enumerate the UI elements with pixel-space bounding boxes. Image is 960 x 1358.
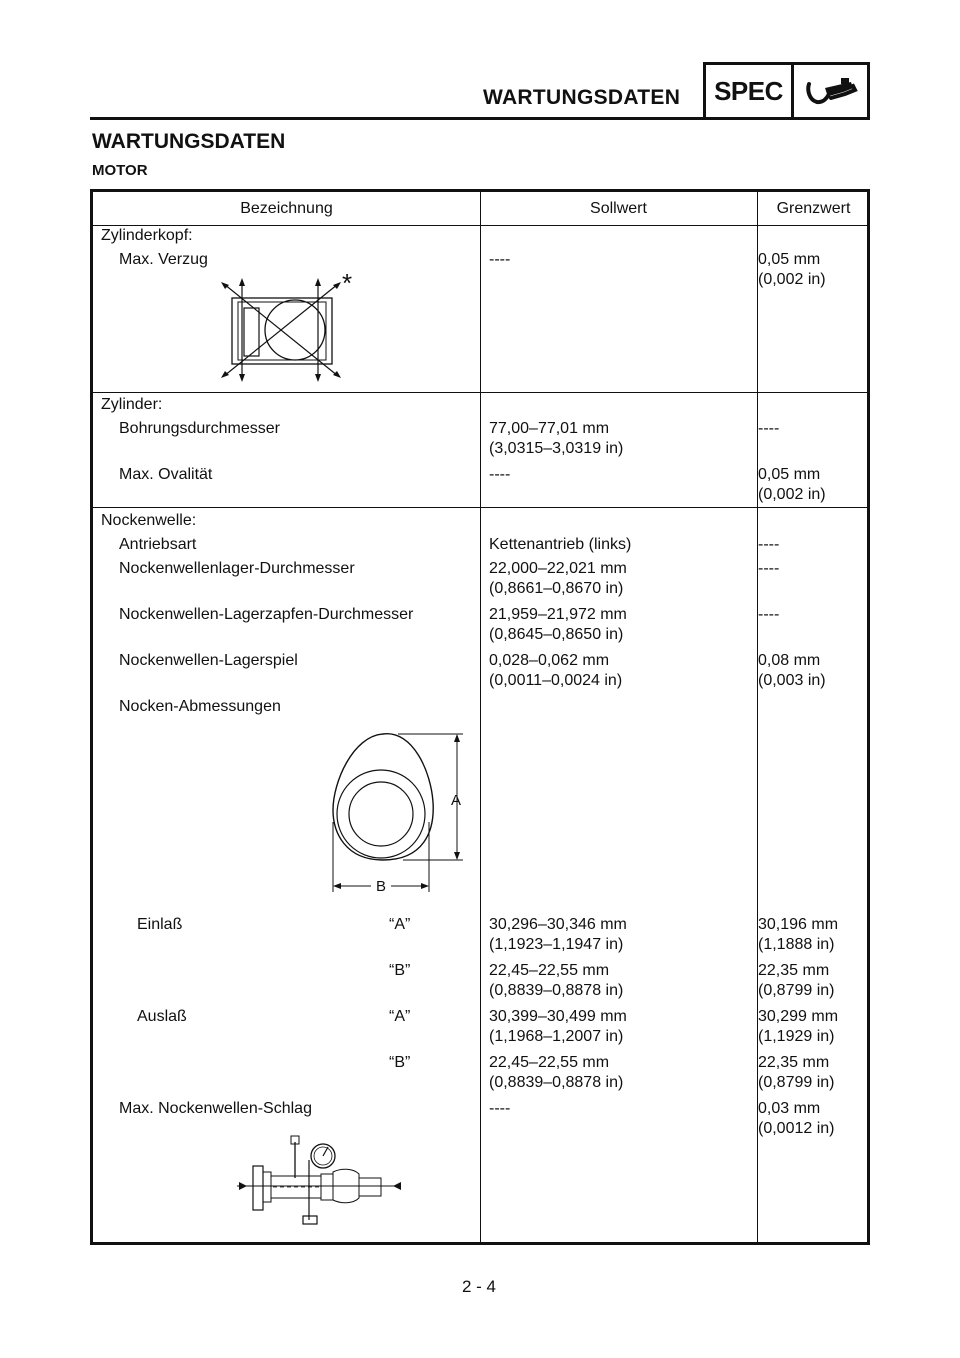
item-name: Max. Verzug xyxy=(119,251,208,268)
header-title: WARTUNGSDATEN xyxy=(483,86,681,109)
dimension-tag: “A” xyxy=(389,1008,411,1025)
sollwert-value: ---- xyxy=(489,1100,511,1117)
sollwert-value: (0,8645–0,8650 in) xyxy=(489,626,624,643)
item-name: Einlaß xyxy=(137,916,183,933)
sollwert-value: 22,000–22,021 mm xyxy=(489,560,627,577)
grenzwert-value: ---- xyxy=(758,420,780,437)
grenzwert-value: ---- xyxy=(758,560,780,577)
grenzwert-value: 0,05 mm xyxy=(758,251,821,268)
item-name: Nockenwellen-Lagerzapfen-Durchmesser xyxy=(119,606,414,623)
grenzwert-value: (0,002 in) xyxy=(758,271,826,288)
grenzwert-value: (0,002 in) xyxy=(758,486,826,503)
item-name: Max. Nockenwellen-Schlag xyxy=(119,1100,312,1117)
sollwert-value: ---- xyxy=(489,466,511,483)
item-name: Nocken-Abmessungen xyxy=(119,698,281,715)
sollwert-value: ---- xyxy=(489,251,511,268)
dimension-label-b: B xyxy=(376,878,387,895)
cam-lobe-figure xyxy=(323,722,473,897)
sollwert-value: (0,0011–0,0024 in) xyxy=(489,672,623,689)
item-name: Bohrungsdurchmesser xyxy=(119,420,280,437)
grenzwert-value: (0,003 in) xyxy=(758,672,826,689)
grenzwert-value: 22,35 mm xyxy=(758,1054,830,1071)
page-number: 2 - 4 xyxy=(462,1277,497,1296)
grenzwert-value: ---- xyxy=(758,536,780,553)
sollwert-value: (1,1968–1,2007 in) xyxy=(489,1028,624,1045)
sollwert-value: 0,028–0,062 mm xyxy=(489,652,610,669)
sollwert-value: 22,45–22,55 mm xyxy=(489,1054,610,1071)
grenzwert-value: 30,196 mm xyxy=(758,916,839,933)
group-label-nockenwelle: Nockenwelle: xyxy=(101,512,197,529)
sollwert-value: Kettenantrieb (links) xyxy=(489,536,632,553)
row-divider xyxy=(93,507,867,508)
sollwert-value: (0,8661–0,8670 in) xyxy=(489,580,624,597)
item-name: Nockenwellen-Lagerspiel xyxy=(119,652,298,669)
row-divider xyxy=(93,392,867,393)
grenzwert-value: ---- xyxy=(758,606,780,623)
dimension-tag: “B” xyxy=(389,1054,411,1071)
svg-text:*: * xyxy=(342,272,353,298)
sollwert-value: (3,0315–3,0319 in) xyxy=(489,440,624,457)
spec-badge xyxy=(703,62,870,120)
sollwert-value: (0,8839–0,8878 in) xyxy=(489,982,624,999)
column-header-grenzwert: Grenzwert xyxy=(776,200,851,217)
grenzwert-value: (1,1888 in) xyxy=(758,936,835,953)
sollwert-value: 77,00–77,01 mm xyxy=(489,420,610,437)
section-title: MOTOR xyxy=(92,162,148,179)
cylinder-head-warpage-figure xyxy=(208,272,368,384)
sollwert-value: 22,45–22,55 mm xyxy=(489,962,610,979)
item-name: Auslaß xyxy=(137,1008,187,1025)
page-title: WARTUNGSDATEN xyxy=(92,130,286,153)
sollwert-value: 30,399–30,499 mm xyxy=(489,1008,627,1025)
dimension-tag: “A” xyxy=(389,916,411,933)
grenzwert-value: (0,8799 in) xyxy=(758,982,835,999)
sollwert-value: 30,296–30,346 mm xyxy=(489,916,627,933)
dimension-tag: “B” xyxy=(389,962,411,979)
grenzwert-value: (1,1929 in) xyxy=(758,1028,835,1045)
grenzwert-value: 22,35 mm xyxy=(758,962,830,979)
grenzwert-value: 0,08 mm xyxy=(758,652,821,669)
grenzwert-value: 30,299 mm xyxy=(758,1008,839,1025)
wrench-icon xyxy=(794,65,867,117)
sollwert-value: (1,1923–1,1947 in) xyxy=(489,936,624,953)
item-name: Nockenwellenlager-Durchmesser xyxy=(119,560,355,577)
item-name: Max. Ovalität xyxy=(119,466,213,483)
spec-table xyxy=(90,189,870,1245)
header-divider xyxy=(93,225,867,226)
group-label-zylinderkopf: Zylinderkopf: xyxy=(101,227,193,244)
item-name: Antriebsart xyxy=(119,536,197,553)
camshaft-runout-figure xyxy=(233,1132,408,1232)
sollwert-value: (0,8839–0,8878 in) xyxy=(489,1074,624,1091)
dimension-label-a: A xyxy=(451,792,462,809)
grenzwert-value: (0,0012 in) xyxy=(758,1120,835,1137)
sollwert-value: 21,959–21,972 mm xyxy=(489,606,627,623)
grenzwert-value: (0,8799 in) xyxy=(758,1074,835,1091)
column-header-sollwert: Sollwert xyxy=(590,200,647,217)
spec-label: SPEC xyxy=(706,65,794,117)
grenzwert-value: 0,05 mm xyxy=(758,466,821,483)
column-divider xyxy=(480,192,481,1242)
column-header-bezeichnung: Bezeichnung xyxy=(240,200,333,217)
group-label-zylinder: Zylinder: xyxy=(101,396,163,413)
grenzwert-value: 0,03 mm xyxy=(758,1100,821,1117)
